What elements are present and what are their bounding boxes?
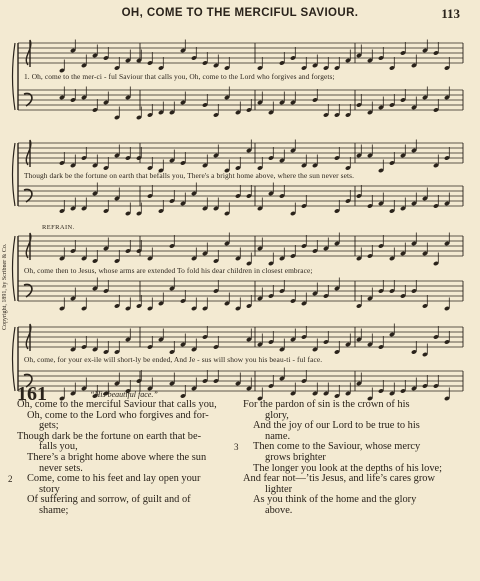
verse-line-text: Then come to the Saviour, whose mercy <box>253 441 421 453</box>
lyric-line-1: 1. Oh, come to the mer-ci - ful Saviour that calls you, Oh, come to the Lord who forgives and forgets; <box>24 72 335 81</box>
page-number: 113 <box>441 6 460 21</box>
verse-line-text: Though dark be the fortune on earth that be- <box>17 430 202 442</box>
copyright-notice: Copyright, 1891, by Scribner & Co. <box>2 243 8 330</box>
verse-line-text: gets; <box>39 420 59 432</box>
verse-line-text: never sets. <box>39 462 83 474</box>
lyric-line-3: Oh, come then to Jesus, whose arms are extended To fold his dear children in closest embrace; <box>24 266 313 275</box>
lyric-line-4: Oh, come, for your ex-ile will short-ly be ended, And Je - sus will show you his beau-ti - ful face. <box>24 355 323 364</box>
hymn-text-left-column <box>8 399 237 517</box>
verse-number: 3 <box>234 442 239 453</box>
verse-line-text: Oh, come to the Lord who forgives and for- <box>27 409 209 421</box>
verse-line-text: falls you, <box>39 441 78 453</box>
verse-line-text: Come, come to his feet and lay open your <box>27 473 201 485</box>
hymn-subtitle: “His beautiful face.” <box>90 390 158 399</box>
lyric-line-2: Though dark be the fortune on earth that befalls you, There's a bright home above, where the sun never sets. <box>24 171 355 180</box>
verse-line-text: Of suffering and sorrow, of guilt and of <box>27 494 191 506</box>
system-brace <box>13 327 16 391</box>
verse-line-text: There’s a bright home above where the sun <box>27 451 207 463</box>
verse-line-text: story <box>39 483 60 495</box>
hymn-number: 161 <box>17 383 47 405</box>
system-brace <box>13 236 16 301</box>
verse-line-text: lighter <box>265 483 293 495</box>
hymn-text-right-column <box>234 399 471 517</box>
system-brace <box>13 143 16 206</box>
page-title: OH, COME TO THE MERCIFUL SAVIOUR. <box>121 7 359 19</box>
verse-line-text: Oh, come to the merciful Saviour that calls you, <box>17 399 217 410</box>
verse-line-text: And fear not—’tis Jesus, and life’s cares grow <box>243 473 435 485</box>
verse-number: 2 <box>8 474 13 485</box>
system-brace <box>13 43 16 110</box>
verse-line-text: The longer you look at the depths of his love; <box>253 462 443 474</box>
verse-line <box>17 506 237 517</box>
verse-line-text: above. <box>265 504 293 516</box>
verse-line-text: For the pardon of sin is the crown of his <box>243 399 410 410</box>
verse-line-text: As you think of the home and the glory <box>253 494 417 506</box>
verse-line-text: shame; <box>39 504 69 516</box>
verse-line-text: glory, <box>265 409 289 421</box>
verse-line-text: name. <box>265 430 291 442</box>
verse-line-text: And the joy of our Lord to be true to his <box>253 420 420 432</box>
verse-line <box>243 506 471 517</box>
refrain-label: REFRAIN. <box>42 224 75 231</box>
verse-line-text: grows brighter <box>265 451 326 463</box>
